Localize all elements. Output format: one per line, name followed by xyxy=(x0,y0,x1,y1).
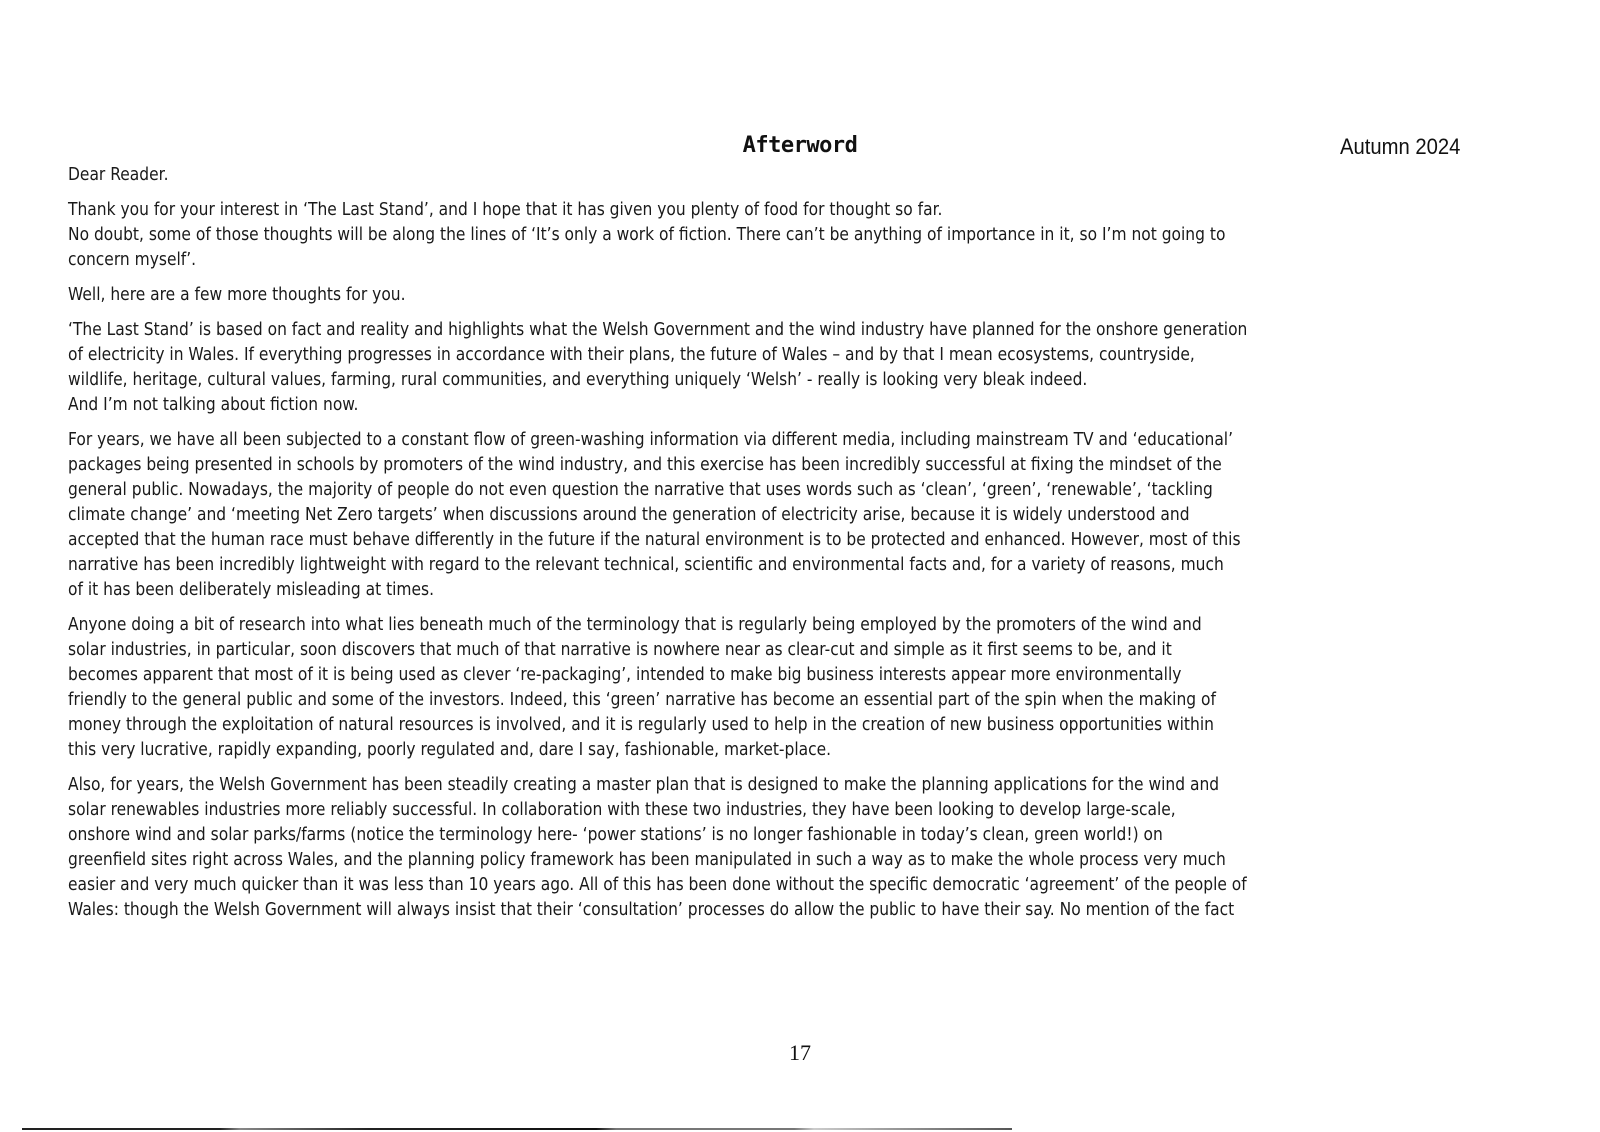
text-line: general public. Nowadays, the majority of people do not even question the narrative that uses words such as ‘clean’, ‘green’, ‘renewable’, ‘tackling xyxy=(68,479,1213,500)
text-line: And I’m not talking about fiction now. xyxy=(68,394,359,415)
text-line: No doubt, some of those thoughts will be along the lines of ‘It’s only a work of fiction. There can’t be anything of importance in it, so I’m not going to xyxy=(68,224,1226,245)
page-title: Afterword xyxy=(742,133,858,158)
paragraph xyxy=(68,197,1488,272)
text-line: greenfield sites right across Wales, and the planning policy framework has been manipulated in such a way as to make the whole process very much xyxy=(68,849,1226,870)
text-line: Thank you for your interest in ‘The Last Stand’, and I hope that it has given you plenty of food for thought so far. xyxy=(68,199,943,220)
text-line: onshore wind and solar parks/farms (notice the terminology here- ‘power stations’ is no longer fashionable in today’s clean, green world!) on xyxy=(68,824,1163,845)
paragraph xyxy=(68,427,1488,602)
text-line: packages being presented in schools by promoters of the wind industry, and this exercise has been incredibly successful at fixing the mindset of the xyxy=(68,454,1222,475)
text-line: wildlife, heritage, cultural values, farming, rural communities, and everything uniquely ‘Welsh’ - really is looking very bleak indeed. xyxy=(68,369,1088,390)
text-line: Anyone doing a bit of research into what lies beneath much of the terminology that is regularly being employed by the promoters of the wind and xyxy=(68,614,1202,635)
text-line: Also, for years, the Welsh Government has been steadily creating a master plan that is designed to make the planning applications for the wind and xyxy=(68,774,1220,795)
text-line: ‘The Last Stand’ is based on fact and reality and highlights what the Welsh Government and the wind industry have planned for the onshore generation xyxy=(68,319,1248,340)
scan-edge-divider xyxy=(22,1128,1012,1130)
page-number: 17 xyxy=(789,1040,811,1065)
text-line: concern myself’. xyxy=(68,249,197,270)
text-line: of it has been deliberately misleading at times. xyxy=(68,579,435,600)
text-line: For years, we have all been subjected to a constant flow of green-washing information via different media, including mainstream TV and ‘educational’ xyxy=(68,429,1234,450)
text-line: Wales: though the Welsh Government will always insist that their ‘consultation’ processes do allow the public to have their say. No mention of the fact xyxy=(68,899,1235,920)
text-line: easier and very much quicker than it was less than 10 years ago. All of this has been done without the specific democratic ‘agreement’ of the people of xyxy=(68,874,1247,895)
text-line: Dear Reader. xyxy=(68,164,169,185)
text-line: Well, here are a few more thoughts for you. xyxy=(68,284,406,305)
text-line: friendly to the general public and some of the investors. Indeed, this ‘green’ narrative has become an essential part of the spin when the making of xyxy=(68,689,1216,710)
text-line: money through the exploitation of natural resources is involved, and it is regularly used to help in the creation of new business opportunities within xyxy=(68,714,1214,735)
text-line: solar renewables industries more reliably successful. In collaboration with these two industries, they have been looking to develop large-scale, xyxy=(68,799,1176,820)
paragraph xyxy=(68,282,1488,307)
salutation xyxy=(68,162,1488,187)
text-line: narrative has been incredibly lightweight with regard to the relevant technical, scientific and environmental facts and, for a variety of reasons, much xyxy=(68,554,1224,575)
date-label: Autumn 2024 xyxy=(1340,134,1461,159)
paragraph xyxy=(68,317,1488,417)
text-line: solar industries, in particular, soon discovers that much of that narrative is nowhere near as clear-cut and simple as it first seems to be, and it xyxy=(68,639,1172,660)
paragraph xyxy=(68,772,1488,922)
text-line: becomes apparent that most of it is being used as clever ‘re-packaging’, intended to make big business interests appear more environmentally xyxy=(68,664,1182,685)
text-line: climate change’ and ‘meeting Net Zero targets’ when discussions around the generation of electricity arise, because it is widely understood and xyxy=(68,504,1190,525)
body-text xyxy=(68,162,1488,932)
text-line: of electricity in Wales. If everything progresses in accordance with their plans, the future of Wales – and by that I mean ecosystems, countryside, xyxy=(68,344,1195,365)
paragraph xyxy=(68,612,1488,762)
text-line: this very lucrative, rapidly expanding, poorly regulated and, dare I say, fashionable, market-place. xyxy=(68,739,832,760)
text-line: accepted that the human race must behave differently in the future if the natural environment is to be protected and enhanced. However, most of this xyxy=(68,529,1241,550)
